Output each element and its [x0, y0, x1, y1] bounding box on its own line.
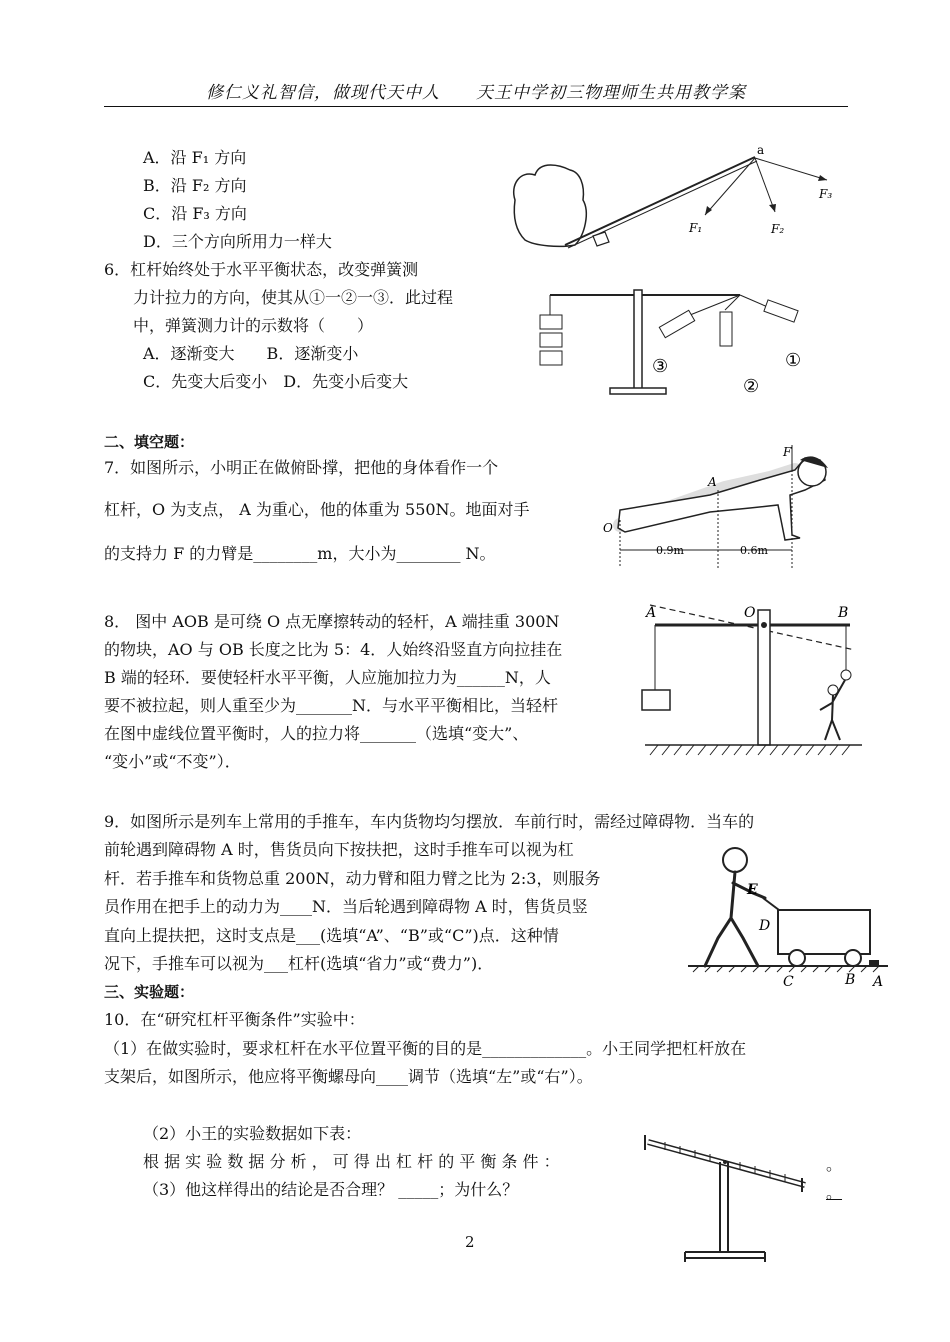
q5-option-c: C．沿 F₃ 方向 [143, 204, 247, 223]
q8-line-2: 的物块，AO 与 OB 长度之比为 5：4．人始终沿竖直方向拉挂在 [104, 640, 563, 659]
page-number: 2 [465, 1233, 475, 1251]
q10-part2: （2）小王的实验数据如下表： [143, 1124, 362, 1143]
label-3: ③ [652, 356, 669, 377]
q6-options-cd: C．先变大后变小 D．先变小后变大 [143, 372, 409, 391]
label-e: E [747, 882, 758, 898]
q9-line-3: 杆．若手推车和货物总重 200N，动力臂和阻力臂之比为 2:3，则服务 [104, 869, 601, 888]
rock-shape [514, 165, 587, 246]
label-a: a [757, 143, 765, 157]
q7-line-2: 杠杆，O 为支点， A 为重心，他的体重为 550N。地面对手 [104, 500, 530, 519]
section-2-title: 二、填空题： [104, 433, 195, 451]
q9-line-5: 直向上提扶把，这时支点是___(选填“A”、“B”或“C”)点．这种情 [104, 926, 559, 945]
q5-option-d: D．三个方向所用力一样大 [143, 232, 332, 251]
label-b: B [838, 605, 849, 621]
label-a: A [873, 974, 884, 990]
label-f3: F₃ [819, 187, 833, 201]
label-f1: F₁ [689, 221, 703, 235]
label-f: F [783, 445, 792, 459]
label-1: ① [785, 350, 802, 371]
label-b: B [845, 972, 856, 988]
q8-line-1: 8． 图中 AOB 是可绕 O 点无摩擦转动的轻杆，A 端挂重 300N [104, 612, 560, 631]
q10-part1-line2: 支架后，如图所示，他应将平衡螺母向____调节（选填“左”或“右”）。 [104, 1067, 593, 1086]
q7-line-1: 7．如图所示，小明正在做俯卧撑，把他的身体看作一个 [104, 458, 499, 477]
fulcrum-block [593, 232, 609, 246]
q9-line-2: 前轮遇到障碍物 A 时，售货员向下按扶把，这时手推车可以视为杠 [104, 840, 574, 859]
q9-line-4: 员作用在把手上的动力为____N．当后轮遇到障碍物 A 时，售货员竖 [104, 897, 588, 916]
q6-options-ab: A．逐渐变大 B．逐渐变小 [143, 344, 359, 363]
q6-line-1: 6．杠杆始终处于水平平衡状态，改变弹簧测 [104, 260, 419, 279]
q5-lever-figure [505, 140, 845, 255]
q10-end-1: 。 [826, 1155, 843, 1174]
body-outline [618, 458, 825, 540]
section-3-title: 三、实验题： [104, 983, 195, 1001]
q10-end-2: 。 [826, 1183, 843, 1202]
q7-line-3: 的支持力 F 的力臂是________m，大小为________ N。 [104, 544, 496, 563]
q8-lever-figure [640, 595, 865, 770]
q10-lever-stand-figure [640, 1130, 820, 1265]
q8-line-4: 要不被拉起，则人重至少为_______N．与水平平衡相比，当轻杆 [104, 696, 559, 715]
q6-line-3: 中，弹簧测力计的示数将（ ） [133, 316, 374, 335]
label-o: O [603, 521, 613, 535]
q8-line-6: “变小”或“不变”）． [104, 752, 241, 771]
q10-part1-line1: （1）在做实验时，要求杠杆在水平位置平衡的目的是_____________。小王同学把杠杆放在 [104, 1039, 747, 1058]
q6-spring-scale-figure [530, 280, 820, 402]
q9-line-6: 况下，手推车可以视为___杠杆(选填“省力”或“费力”)． [104, 954, 494, 973]
q8-line-3: B 端的轻环．要使轻杆水平平衡，人应施加拉力为______N，人 [104, 668, 551, 687]
page-header: 修仁义礼智信，做现代天中人 天王中学初三物理师生共用教学案 [104, 78, 848, 107]
q10-part2-line2: 根 据 实 验 数 据 分 析 ， 可 得 出 杠 杆 的 平 衡 条 件 ： [143, 1152, 560, 1171]
label-d: D [759, 918, 771, 934]
q8-line-5: 在图中虚线位置平衡时，人的拉力将_______（选填“变大”、 [104, 724, 529, 743]
q9-cart-figure [683, 838, 893, 996]
label-o: O [744, 605, 756, 621]
label-c: C [783, 974, 794, 990]
label-a: A [646, 605, 657, 621]
label-a: A [708, 475, 717, 489]
q9-line-1: 9．如图所示是列车上常用的手推车，车内货物均匀摆放．车前行时，需经过障碍物．当车的 [104, 812, 755, 831]
label-09m: 0.9m [656, 544, 684, 557]
label-2: ② [743, 376, 760, 397]
q5-option-b: B．沿 F₂ 方向 [143, 176, 247, 195]
label-06m: 0.6m [740, 544, 768, 557]
q10-part3: （3）他这样得出的结论是否合理？ _____；为什么？ [143, 1180, 519, 1199]
q5-option-a: A．沿 F₁ 方向 [143, 148, 247, 167]
label-f2: F₂ [771, 222, 785, 236]
q6-line-2: 力计拉力的方向，使其从①一②一③．此过程 [133, 288, 454, 307]
q10-intro: 10．在“研究杠杆平衡条件”实验中： [104, 1010, 365, 1029]
q7-pushup-figure [600, 440, 840, 570]
